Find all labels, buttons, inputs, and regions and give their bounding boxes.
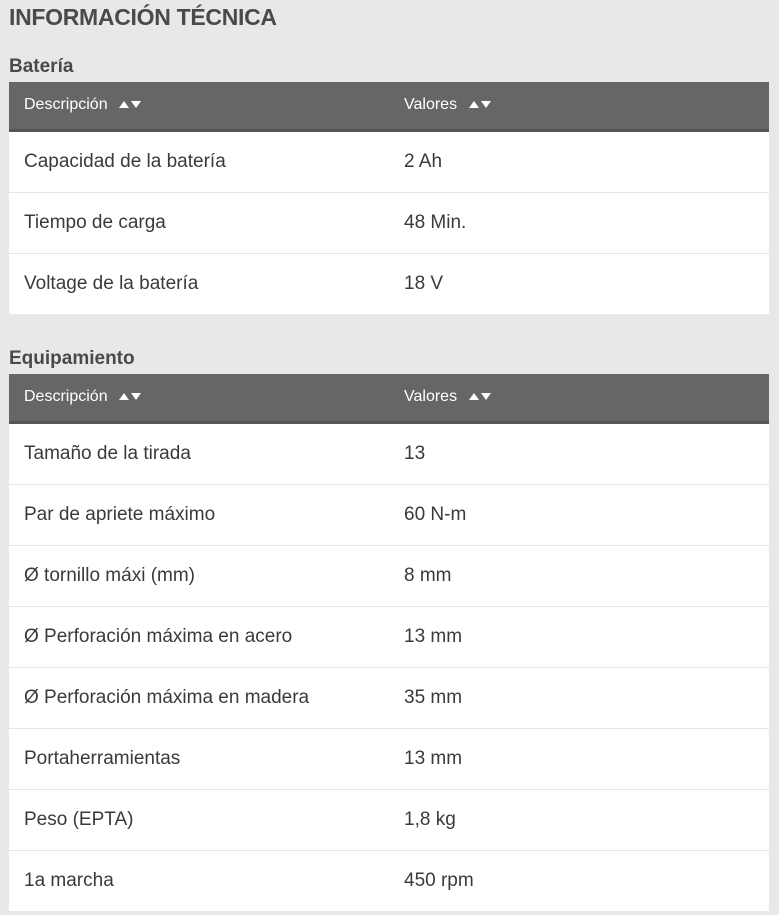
row-label: 1a marcha (24, 870, 114, 891)
row-value: 35 mm (404, 687, 463, 708)
row-label: Peso (EPTA) (24, 809, 134, 830)
header-values-label: Valores (404, 96, 458, 114)
table-body (9, 132, 769, 314)
sort-arrows-icon[interactable] (118, 81, 142, 127)
section-title-bateria: Batería (9, 56, 74, 77)
row-value: 1,8 kg (404, 809, 456, 830)
table-row (9, 253, 769, 314)
header-values-label: Valores (404, 388, 458, 406)
row-label: Par de apriete máximo (24, 504, 216, 525)
table-row (9, 789, 769, 850)
table-row (9, 667, 769, 728)
equipamiento-table (9, 374, 769, 911)
table-row (9, 132, 769, 192)
table-row (9, 606, 769, 667)
table-body (9, 424, 769, 911)
page-title: INFORMACIÓN TÉCNICA (9, 4, 277, 30)
row-value: 60 N-m (404, 504, 467, 525)
table-header (9, 82, 769, 132)
row-value: 48 Min. (404, 212, 467, 233)
sort-values-header[interactable] (404, 82, 492, 129)
sort-values-header[interactable] (404, 374, 492, 421)
row-value: 13 mm (404, 626, 463, 647)
table-row (9, 192, 769, 253)
bateria-table (9, 82, 769, 314)
table-row (9, 850, 769, 911)
sort-arrows-icon[interactable] (468, 373, 492, 419)
row-value: 18 V (404, 273, 444, 294)
row-value: 8 mm (404, 565, 452, 586)
row-value: 13 (404, 443, 426, 464)
header-description-label: Descripción (24, 96, 108, 114)
row-label: Tamaño de la tirada (24, 443, 191, 464)
sort-description-header[interactable] (24, 82, 142, 129)
row-label: Tiempo de carga (24, 212, 166, 233)
row-label: Capacidad de la batería (24, 151, 226, 172)
table-row (9, 424, 769, 484)
sort-description-header[interactable] (24, 374, 142, 421)
sort-arrows-icon[interactable] (118, 373, 142, 419)
row-value: 13 mm (404, 748, 463, 769)
row-label: Voltage de la batería (24, 273, 199, 294)
table-row (9, 545, 769, 606)
row-label: Ø Perforación máxima en madera (24, 687, 310, 708)
row-label: Ø Perforación máxima en acero (24, 626, 293, 647)
row-label: Portaherramientas (24, 748, 181, 769)
table-row (9, 728, 769, 789)
table-row (9, 484, 769, 545)
row-label: Ø tornillo máxi (mm) (24, 565, 196, 586)
row-value: 2 Ah (404, 151, 443, 172)
sort-arrows-icon[interactable] (468, 81, 492, 127)
row-value: 450 rpm (404, 870, 474, 891)
table-header (9, 374, 769, 424)
section-title-equipamiento: Equipamiento (9, 348, 135, 369)
header-description-label: Descripción (24, 388, 108, 406)
